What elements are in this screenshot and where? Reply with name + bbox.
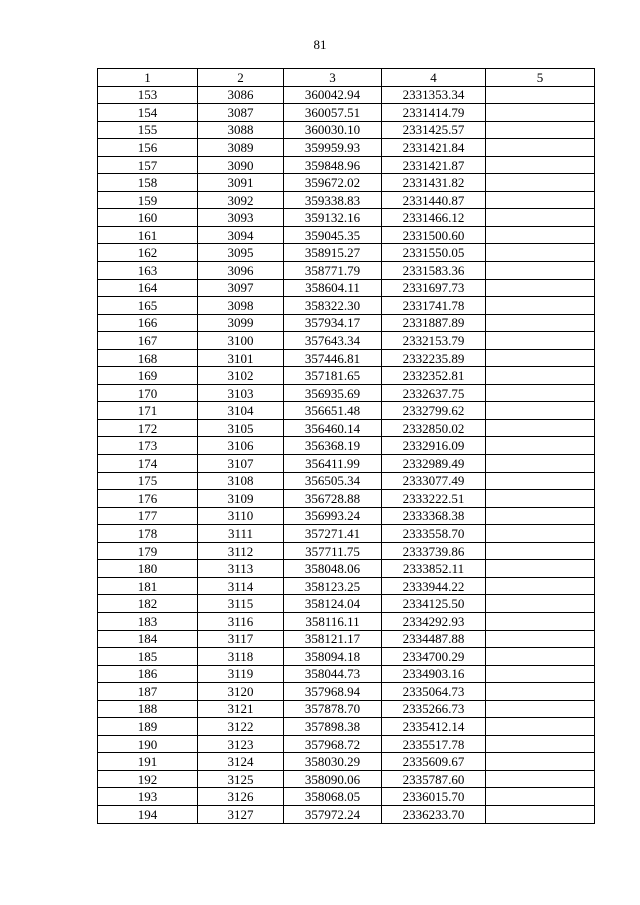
row-number-cell: 178 xyxy=(98,525,198,543)
note-cell xyxy=(486,104,595,122)
note-cell xyxy=(486,665,595,683)
y-coordinate-cell: 2331353.34 xyxy=(382,86,486,104)
table-row xyxy=(98,262,595,280)
y-coordinate-cell: 2331431.82 xyxy=(382,174,486,192)
row-number-cell: 192 xyxy=(98,770,198,788)
x-coordinate-cell: 358771.79 xyxy=(284,262,382,280)
point-id-cell: 3086 xyxy=(198,86,284,104)
point-id-cell: 3100 xyxy=(198,332,284,350)
x-coordinate-cell: 357968.72 xyxy=(284,735,382,753)
y-coordinate-cell: 2332153.79 xyxy=(382,332,486,350)
point-id-cell: 3122 xyxy=(198,718,284,736)
row-number-cell: 168 xyxy=(98,349,198,367)
row-number-cell: 163 xyxy=(98,262,198,280)
y-coordinate-cell: 2332989.49 xyxy=(382,455,486,473)
note-cell xyxy=(486,349,595,367)
point-id-cell: 3125 xyxy=(198,770,284,788)
note-cell xyxy=(486,279,595,297)
point-id-cell: 3119 xyxy=(198,665,284,683)
y-coordinate-cell: 2335787.60 xyxy=(382,770,486,788)
row-number-cell: 180 xyxy=(98,560,198,578)
row-number-cell: 159 xyxy=(98,191,198,209)
y-coordinate-cell: 2335517.78 xyxy=(382,735,486,753)
row-number-cell: 181 xyxy=(98,577,198,595)
point-id-cell: 3107 xyxy=(198,455,284,473)
y-coordinate-cell: 2331421.84 xyxy=(382,139,486,157)
x-coordinate-cell: 357898.38 xyxy=(284,718,382,736)
row-number-cell: 160 xyxy=(98,209,198,227)
note-cell xyxy=(486,700,595,718)
point-id-cell: 3102 xyxy=(198,367,284,385)
note-cell xyxy=(486,437,595,455)
y-coordinate-cell: 2334292.93 xyxy=(382,612,486,630)
note-cell xyxy=(486,648,595,666)
note-cell xyxy=(486,612,595,630)
note-cell xyxy=(486,472,595,490)
y-coordinate-cell: 2334700.29 xyxy=(382,648,486,666)
row-number-cell: 166 xyxy=(98,314,198,332)
column-header-1: 1 xyxy=(98,69,198,87)
point-id-cell: 3120 xyxy=(198,683,284,701)
row-number-cell: 161 xyxy=(98,226,198,244)
column-header-4: 4 xyxy=(382,69,486,87)
x-coordinate-cell: 359045.35 xyxy=(284,226,382,244)
point-id-cell: 3112 xyxy=(198,542,284,560)
column-header-3: 3 xyxy=(284,69,382,87)
x-coordinate-cell: 356993.24 xyxy=(284,507,382,525)
x-coordinate-cell: 359672.02 xyxy=(284,174,382,192)
note-cell xyxy=(486,542,595,560)
y-coordinate-cell: 2331887.89 xyxy=(382,314,486,332)
row-number-cell: 156 xyxy=(98,139,198,157)
point-id-cell: 3092 xyxy=(198,191,284,209)
page-number: 81 xyxy=(313,37,327,52)
note-cell xyxy=(486,419,595,437)
y-coordinate-cell: 2331550.05 xyxy=(382,244,486,262)
table-row xyxy=(98,86,595,104)
table-row xyxy=(98,226,595,244)
row-number-cell: 187 xyxy=(98,683,198,701)
table-row xyxy=(98,121,595,139)
point-id-cell: 3121 xyxy=(198,700,284,718)
point-id-cell: 3087 xyxy=(198,104,284,122)
table-row xyxy=(98,297,595,315)
y-coordinate-cell: 2333368.38 xyxy=(382,507,486,525)
x-coordinate-cell: 356460.14 xyxy=(284,419,382,437)
x-coordinate-cell: 356368.19 xyxy=(284,437,382,455)
point-id-cell: 3127 xyxy=(198,805,284,823)
point-id-cell: 3094 xyxy=(198,226,284,244)
x-coordinate-cell: 359848.96 xyxy=(284,156,382,174)
x-coordinate-cell: 357878.70 xyxy=(284,700,382,718)
point-id-cell: 3101 xyxy=(198,349,284,367)
table-row xyxy=(98,648,595,666)
note-cell xyxy=(486,718,595,736)
note-cell xyxy=(486,174,595,192)
table-row xyxy=(98,402,595,420)
x-coordinate-cell: 356728.88 xyxy=(284,490,382,508)
table-row xyxy=(98,104,595,122)
y-coordinate-cell: 2336233.70 xyxy=(382,805,486,823)
row-number-cell: 193 xyxy=(98,788,198,806)
table-row xyxy=(98,437,595,455)
table-row xyxy=(98,139,595,157)
row-number-cell: 170 xyxy=(98,384,198,402)
y-coordinate-cell: 2334487.88 xyxy=(382,630,486,648)
row-number-cell: 177 xyxy=(98,507,198,525)
row-number-cell: 153 xyxy=(98,86,198,104)
note-cell xyxy=(486,297,595,315)
point-id-cell: 3103 xyxy=(198,384,284,402)
note-cell xyxy=(486,455,595,473)
y-coordinate-cell: 2331421.87 xyxy=(382,156,486,174)
table-row xyxy=(98,174,595,192)
note-cell xyxy=(486,244,595,262)
table-row xyxy=(98,209,595,227)
point-id-cell: 3099 xyxy=(198,314,284,332)
point-id-cell: 3105 xyxy=(198,419,284,437)
note-cell xyxy=(486,577,595,595)
y-coordinate-cell: 2334903.16 xyxy=(382,665,486,683)
point-id-cell: 3104 xyxy=(198,402,284,420)
y-coordinate-cell: 2336015.70 xyxy=(382,788,486,806)
x-coordinate-cell: 356411.99 xyxy=(284,455,382,473)
table-row xyxy=(98,805,595,823)
x-coordinate-cell: 358124.04 xyxy=(284,595,382,613)
table-row xyxy=(98,630,595,648)
row-number-cell: 194 xyxy=(98,805,198,823)
x-coordinate-cell: 357968.94 xyxy=(284,683,382,701)
note-cell xyxy=(486,630,595,648)
table-row xyxy=(98,735,595,753)
x-coordinate-cell: 357446.81 xyxy=(284,349,382,367)
table-row xyxy=(98,472,595,490)
table-row xyxy=(98,279,595,297)
point-id-cell: 3109 xyxy=(198,490,284,508)
y-coordinate-cell: 2335609.67 xyxy=(382,753,486,771)
y-coordinate-cell: 2332352.81 xyxy=(382,367,486,385)
row-number-cell: 173 xyxy=(98,437,198,455)
y-coordinate-cell: 2335412.14 xyxy=(382,718,486,736)
point-id-cell: 3126 xyxy=(198,788,284,806)
note-cell xyxy=(486,367,595,385)
x-coordinate-cell: 357934.17 xyxy=(284,314,382,332)
note-cell xyxy=(486,332,595,350)
note-cell xyxy=(486,209,595,227)
x-coordinate-cell: 356505.34 xyxy=(284,472,382,490)
table-row xyxy=(98,612,595,630)
row-number-cell: 155 xyxy=(98,121,198,139)
x-coordinate-cell: 357181.65 xyxy=(284,367,382,385)
row-number-cell: 176 xyxy=(98,490,198,508)
column-header-2: 2 xyxy=(198,69,284,87)
note-cell xyxy=(486,121,595,139)
table-row xyxy=(98,314,595,332)
x-coordinate-cell: 358090.06 xyxy=(284,770,382,788)
note-cell xyxy=(486,314,595,332)
row-number-cell: 167 xyxy=(98,332,198,350)
y-coordinate-cell: 2332850.02 xyxy=(382,419,486,437)
point-id-cell: 3108 xyxy=(198,472,284,490)
table-row xyxy=(98,507,595,525)
y-coordinate-cell: 2335064.73 xyxy=(382,683,486,701)
row-number-cell: 185 xyxy=(98,648,198,666)
y-coordinate-cell: 2335266.73 xyxy=(382,700,486,718)
row-number-cell: 188 xyxy=(98,700,198,718)
point-id-cell: 3113 xyxy=(198,560,284,578)
table-row xyxy=(98,332,595,350)
point-id-cell: 3098 xyxy=(198,297,284,315)
x-coordinate-cell: 358322.30 xyxy=(284,297,382,315)
row-number-cell: 158 xyxy=(98,174,198,192)
point-id-cell: 3097 xyxy=(198,279,284,297)
y-coordinate-cell: 2333944.22 xyxy=(382,577,486,595)
point-id-cell: 3106 xyxy=(198,437,284,455)
point-id-cell: 3111 xyxy=(198,525,284,543)
table-row xyxy=(98,700,595,718)
x-coordinate-cell: 357711.75 xyxy=(284,542,382,560)
coordinates-table xyxy=(97,68,595,824)
x-coordinate-cell: 358094.18 xyxy=(284,648,382,666)
row-number-cell: 183 xyxy=(98,612,198,630)
table-row xyxy=(98,490,595,508)
table-row xyxy=(98,384,595,402)
point-id-cell: 3095 xyxy=(198,244,284,262)
y-coordinate-cell: 2333558.70 xyxy=(382,525,486,543)
x-coordinate-cell: 356651.48 xyxy=(284,402,382,420)
x-coordinate-cell: 356935.69 xyxy=(284,384,382,402)
x-coordinate-cell: 358048.06 xyxy=(284,560,382,578)
note-cell xyxy=(486,86,595,104)
row-number-cell: 157 xyxy=(98,156,198,174)
table-row xyxy=(98,595,595,613)
y-coordinate-cell: 2331440.87 xyxy=(382,191,486,209)
row-number-cell: 171 xyxy=(98,402,198,420)
note-cell xyxy=(486,226,595,244)
row-number-cell: 172 xyxy=(98,419,198,437)
table-row xyxy=(98,455,595,473)
x-coordinate-cell: 359959.93 xyxy=(284,139,382,157)
note-cell xyxy=(486,683,595,701)
table-row xyxy=(98,367,595,385)
row-number-cell: 190 xyxy=(98,735,198,753)
point-id-cell: 3110 xyxy=(198,507,284,525)
note-cell xyxy=(486,560,595,578)
y-coordinate-cell: 2331425.57 xyxy=(382,121,486,139)
y-coordinate-cell: 2332799.62 xyxy=(382,402,486,420)
row-number-cell: 164 xyxy=(98,279,198,297)
table-row xyxy=(98,683,595,701)
note-cell xyxy=(486,490,595,508)
row-number-cell: 165 xyxy=(98,297,198,315)
note-cell xyxy=(486,384,595,402)
table-row xyxy=(98,156,595,174)
table-row xyxy=(98,244,595,262)
x-coordinate-cell: 358030.29 xyxy=(284,753,382,771)
x-coordinate-cell: 358123.25 xyxy=(284,577,382,595)
note-cell xyxy=(486,156,595,174)
x-coordinate-cell: 360042.94 xyxy=(284,86,382,104)
y-coordinate-cell: 2334125.50 xyxy=(382,595,486,613)
y-coordinate-cell: 2332916.09 xyxy=(382,437,486,455)
note-cell xyxy=(486,753,595,771)
x-coordinate-cell: 358915.27 xyxy=(284,244,382,262)
x-coordinate-cell: 357271.41 xyxy=(284,525,382,543)
y-coordinate-cell: 2331697.73 xyxy=(382,279,486,297)
table-row xyxy=(98,770,595,788)
row-number-cell: 154 xyxy=(98,104,198,122)
note-cell xyxy=(486,139,595,157)
y-coordinate-cell: 2331583.36 xyxy=(382,262,486,280)
table-row xyxy=(98,577,595,595)
table-row xyxy=(98,560,595,578)
table-header xyxy=(98,69,595,87)
point-id-cell: 3124 xyxy=(198,753,284,771)
table-row xyxy=(98,191,595,209)
y-coordinate-cell: 2332235.89 xyxy=(382,349,486,367)
x-coordinate-cell: 358068.05 xyxy=(284,788,382,806)
point-id-cell: 3116 xyxy=(198,612,284,630)
point-id-cell: 3096 xyxy=(198,262,284,280)
note-cell xyxy=(486,805,595,823)
x-coordinate-cell: 358116.11 xyxy=(284,612,382,630)
x-coordinate-cell: 358044.73 xyxy=(284,665,382,683)
point-id-cell: 3114 xyxy=(198,577,284,595)
x-coordinate-cell: 359338.83 xyxy=(284,191,382,209)
table-row xyxy=(98,718,595,736)
x-coordinate-cell: 358121.17 xyxy=(284,630,382,648)
table-row xyxy=(98,665,595,683)
y-coordinate-cell: 2333739.86 xyxy=(382,542,486,560)
y-coordinate-cell: 2333222.51 xyxy=(382,490,486,508)
row-number-cell: 162 xyxy=(98,244,198,262)
y-coordinate-cell: 2333852.11 xyxy=(382,560,486,578)
y-coordinate-cell: 2331466.12 xyxy=(382,209,486,227)
note-cell xyxy=(486,525,595,543)
note-cell xyxy=(486,191,595,209)
row-number-cell: 182 xyxy=(98,595,198,613)
point-id-cell: 3117 xyxy=(198,630,284,648)
point-id-cell: 3115 xyxy=(198,595,284,613)
point-id-cell: 3091 xyxy=(198,174,284,192)
row-number-cell: 169 xyxy=(98,367,198,385)
table-row xyxy=(98,419,595,437)
row-number-cell: 191 xyxy=(98,753,198,771)
header-row xyxy=(98,69,595,87)
x-coordinate-cell: 358604.11 xyxy=(284,279,382,297)
row-number-cell: 184 xyxy=(98,630,198,648)
point-id-cell: 3088 xyxy=(198,121,284,139)
y-coordinate-cell: 2332637.75 xyxy=(382,384,486,402)
row-number-cell: 189 xyxy=(98,718,198,736)
table-row xyxy=(98,542,595,560)
table-body xyxy=(98,86,595,823)
row-number-cell: 174 xyxy=(98,455,198,473)
note-cell xyxy=(486,262,595,280)
table-row xyxy=(98,788,595,806)
x-coordinate-cell: 357643.34 xyxy=(284,332,382,350)
table-row xyxy=(98,753,595,771)
point-id-cell: 3123 xyxy=(198,735,284,753)
note-cell xyxy=(486,595,595,613)
note-cell xyxy=(486,788,595,806)
row-number-cell: 186 xyxy=(98,665,198,683)
y-coordinate-cell: 2331500.60 xyxy=(382,226,486,244)
point-id-cell: 3093 xyxy=(198,209,284,227)
x-coordinate-cell: 360030.10 xyxy=(284,121,382,139)
row-number-cell: 179 xyxy=(98,542,198,560)
point-id-cell: 3118 xyxy=(198,648,284,666)
note-cell xyxy=(486,735,595,753)
x-coordinate-cell: 359132.16 xyxy=(284,209,382,227)
table-row xyxy=(98,349,595,367)
point-id-cell: 3090 xyxy=(198,156,284,174)
row-number-cell: 175 xyxy=(98,472,198,490)
y-coordinate-cell: 2331414.79 xyxy=(382,104,486,122)
note-cell xyxy=(486,770,595,788)
point-id-cell: 3089 xyxy=(198,139,284,157)
note-cell xyxy=(486,402,595,420)
table-row xyxy=(98,525,595,543)
note-cell xyxy=(486,507,595,525)
y-coordinate-cell: 2333077.49 xyxy=(382,472,486,490)
column-header-5: 5 xyxy=(486,69,595,87)
x-coordinate-cell: 360057.51 xyxy=(284,104,382,122)
y-coordinate-cell: 2331741.78 xyxy=(382,297,486,315)
x-coordinate-cell: 357972.24 xyxy=(284,805,382,823)
